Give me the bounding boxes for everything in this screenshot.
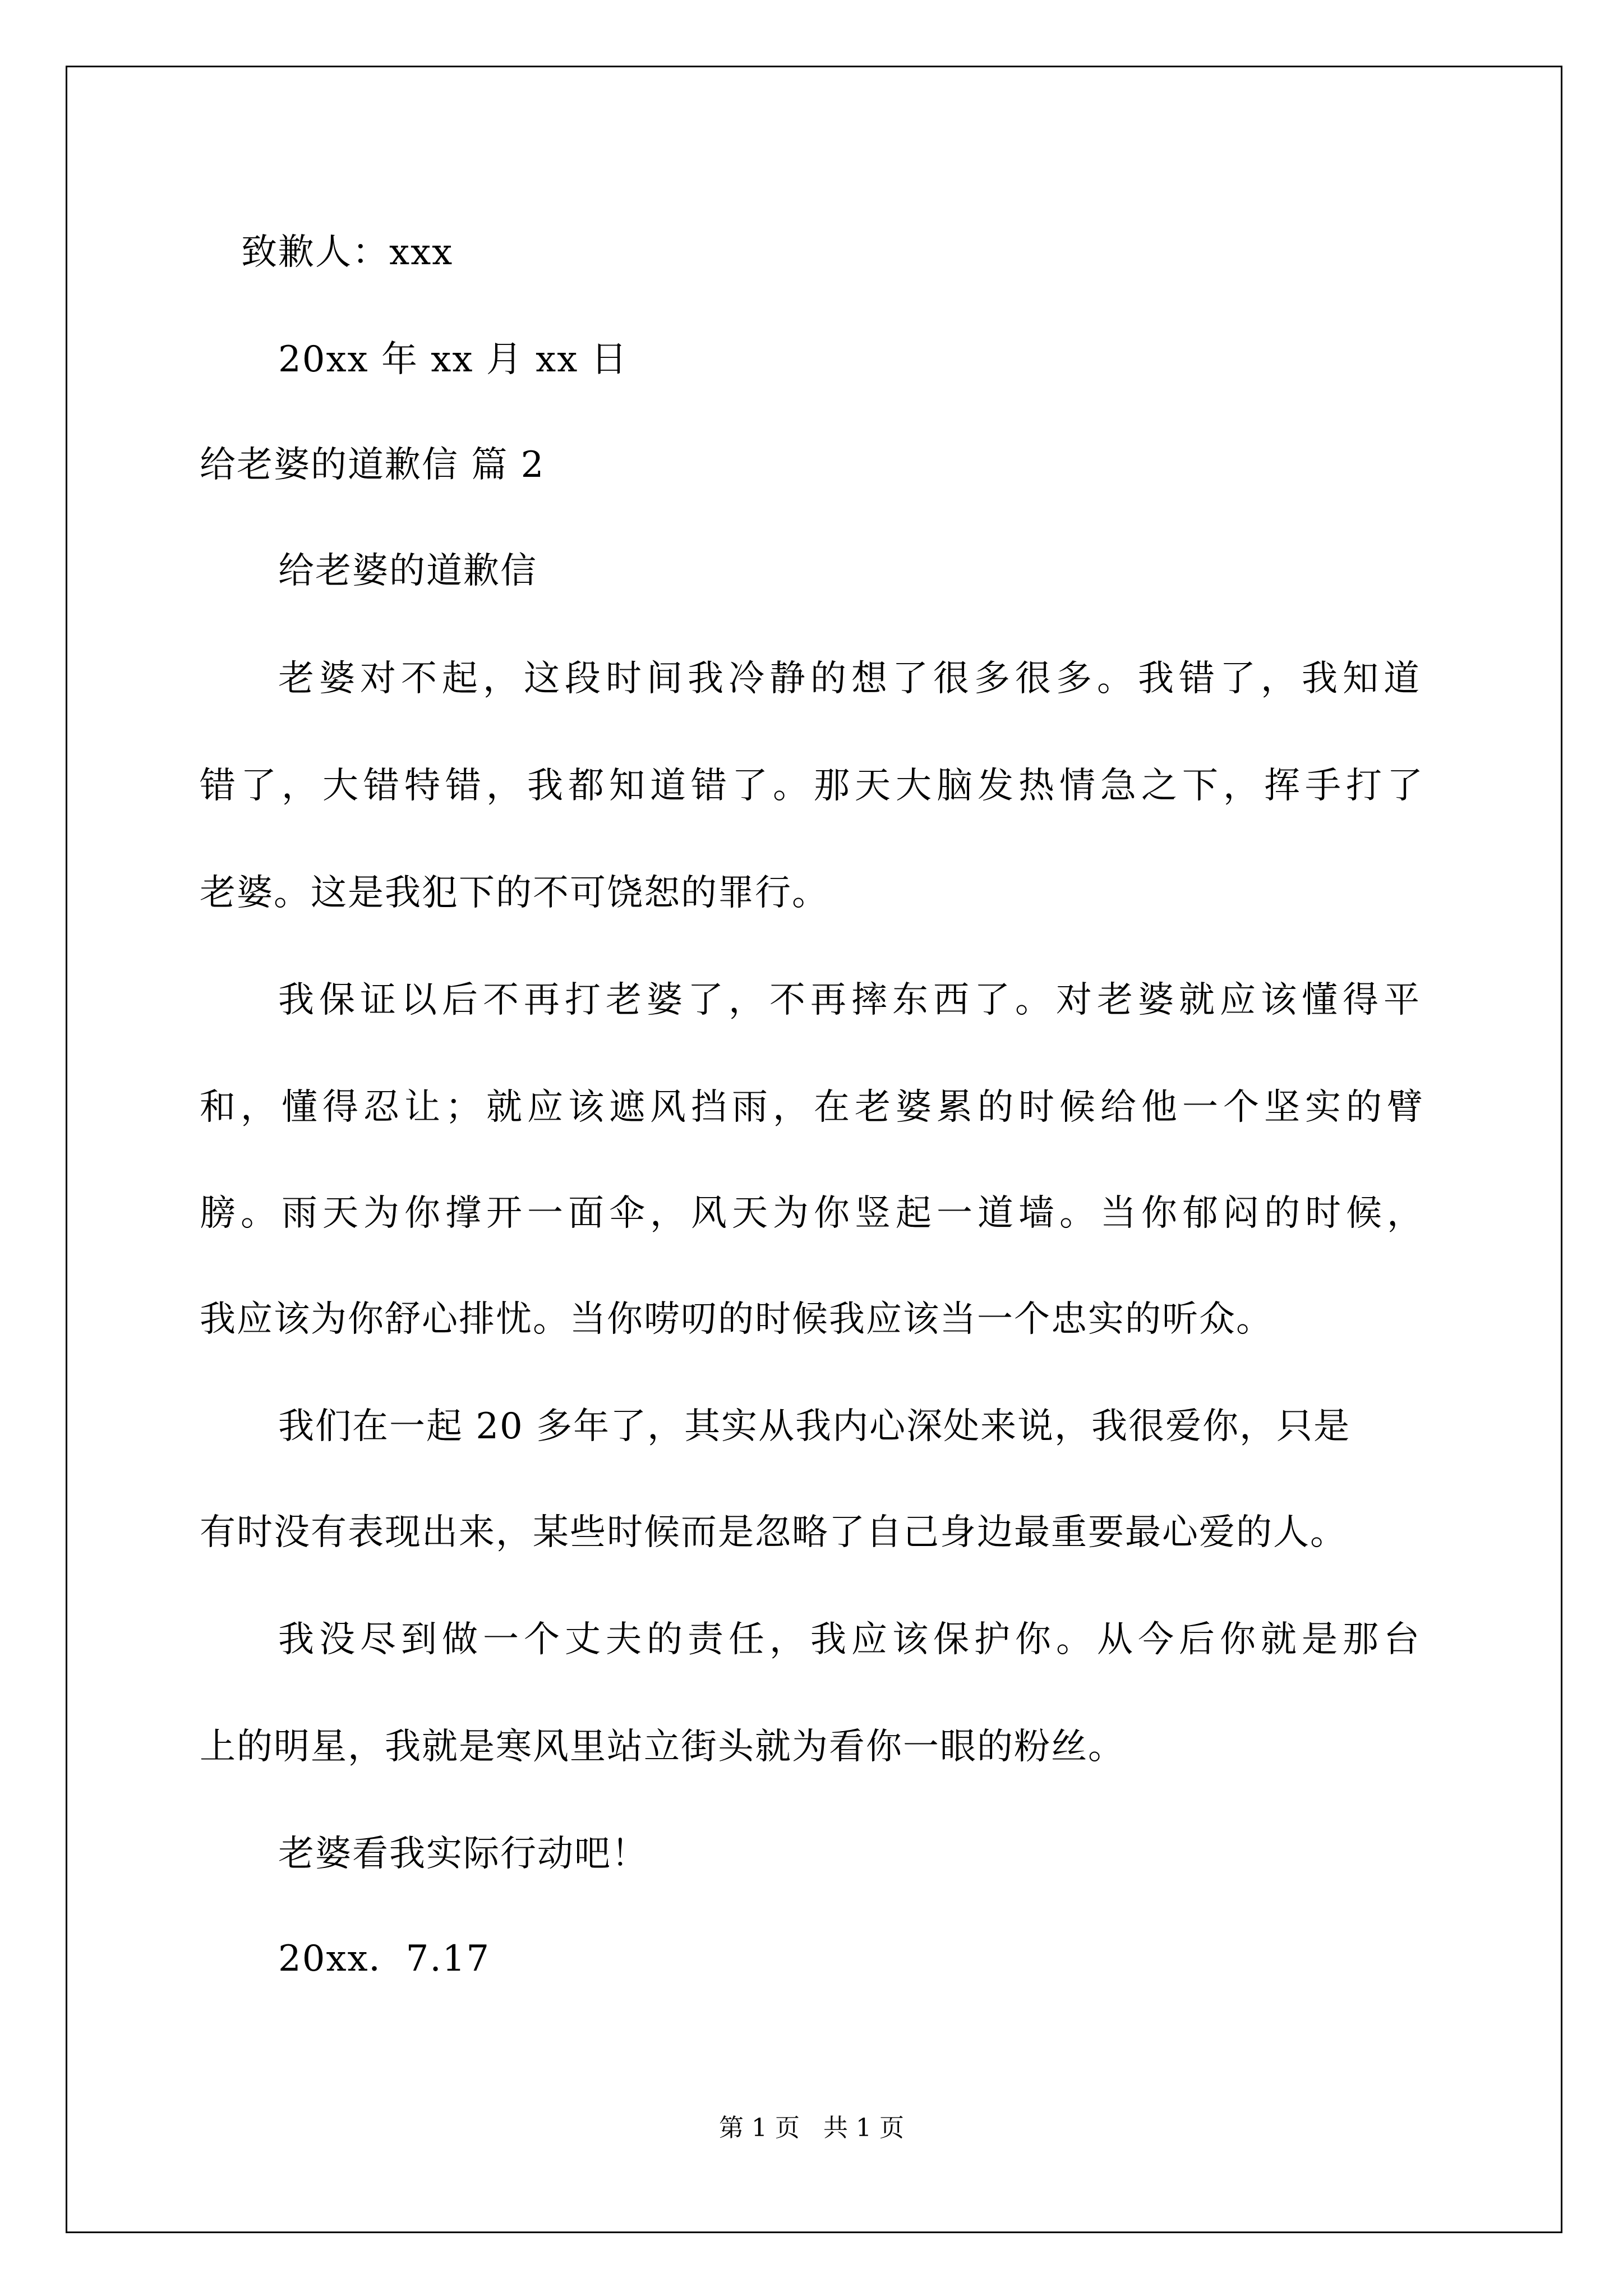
letter-date: 20xx．7.17	[278, 1938, 491, 1980]
signature-line: 致歉人：xxx	[241, 232, 454, 273]
page-footer: 第 1 页 共 1 页	[719, 2114, 904, 2142]
paragraph-line: 我们在一起 20 多年了，其实从我内心深处来说，我很爱你，只是	[278, 1406, 1351, 1447]
paragraph-line: 有时没有表现出来，某些时候而是忽略了自己身边最重要最心爱的人。	[200, 1512, 1347, 1553]
paragraph-line: 我保证以后不再打老婆了，不再摔东西了。对老婆就应该懂得平	[278, 979, 1424, 1021]
paragraph-line: 老婆看我实际行动吧！	[278, 1833, 648, 1875]
signature-date: 20xx 年 xx 月 xx 日	[278, 339, 628, 380]
paragraph-line: 我应该为你舒心排忧。当你唠叨的时候我应该当一个忠实的听众。	[200, 1299, 1273, 1340]
section-heading: 给老婆的道歉信 篇 2	[200, 444, 545, 486]
paragraph-line: 老婆对不起，这段时间我冷静的想了很多很多。我错了，我知道	[278, 658, 1424, 700]
paragraph-line: 和，懂得忍让；就应该遮风挡雨，在老婆累的时候给他一个坚实的臂	[200, 1087, 1428, 1128]
paragraph-line: 错了，大错特错，我都知道错了。那天大脑发热情急之下，挥手打了	[200, 765, 1428, 807]
paragraph-line: 上的明星，我就是寒风里站立街头就为看你一眼的粉丝。	[200, 1726, 1125, 1768]
paragraph-line: 膀。雨天为你撑开一面伞，风天为你竖起一道墙。当你郁闷的时候，	[200, 1193, 1428, 1234]
paragraph-line: 我没尽到做一个丈夫的责任，我应该保护你。从今后你就是那台	[278, 1619, 1424, 1660]
page-border	[66, 66, 1562, 2233]
paragraph-line: 老婆。这是我犯下的不可饶恕的罪行。	[200, 872, 829, 914]
letter-title: 给老婆的道歉信	[278, 550, 537, 592]
